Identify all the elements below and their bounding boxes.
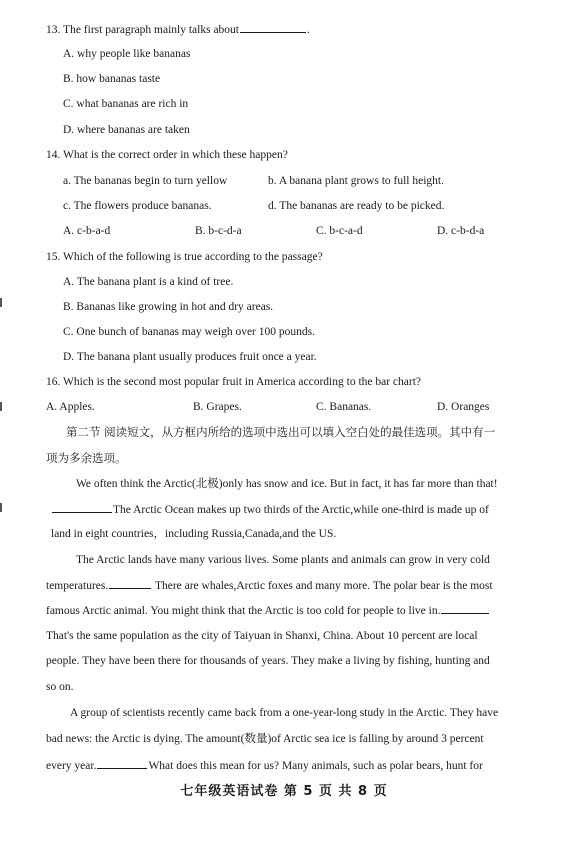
question-15-stem: 15. Which of the following is true according to the passage? (46, 251, 323, 263)
question-14-options (0, 224, 568, 238)
answer-blank (97, 758, 147, 769)
section-2-instructions-line-2: 项为多余选项。 (46, 451, 127, 465)
passage-line: A group of scientists recently came back from a one-year-long study in the Arctic. They have (70, 707, 499, 719)
question-15-option-a: A. The banana plant is a kind of tree. (63, 276, 234, 288)
passage-line: temperatures. There are whales,Arctic foxes and many more. The polar bear is the most (46, 580, 493, 592)
question-16-option-b: B. Grapes. (193, 401, 242, 413)
question-14-option-a: A. c-b-a-d (63, 225, 111, 237)
question-13-option-b: B. how bananas taste (63, 73, 161, 85)
question-14-option-c: C. b-c-a-d (316, 225, 363, 237)
answer-blank (240, 22, 306, 33)
question-14-event-b: b. A banana plant grows to full height. (268, 175, 444, 187)
passage-line: every year. What does this mean for us? Many animals, such as polar bears, hunt for (46, 760, 483, 772)
passage-line: The Arctic Ocean makes up two thirds of the Arctic,while one-third is made up of (51, 502, 489, 517)
question-13-option-d: D. where bananas are taken (63, 124, 190, 136)
question-13-option-c: C. what bananas are rich in (63, 98, 189, 110)
answer-blank (441, 603, 489, 614)
passage-line: people. They have been there for thousands of years. They make a living by fishing, hunting and (46, 655, 490, 667)
question-16-option-d: D. Oranges (437, 401, 490, 413)
margin-mark (0, 298, 2, 307)
passage-line: so on. (46, 681, 74, 693)
question-16-option-c: C. Bananas. (316, 401, 372, 413)
passage-line: The Arctic lands have many various lives. Some plants and animals can grow in very cold (76, 554, 490, 566)
question-14-event-d: d. The bananas are ready to be picked. (268, 200, 445, 212)
question-16-options (0, 400, 568, 414)
page-footer: 七年级英语试卷 第 5 页 共 8 页 (180, 784, 388, 799)
question-15-option-d: D. The banana plant usually produces fruit once a year. (63, 351, 317, 363)
section-2-instructions-line-1: 第二节 阅读短文，从方框内所给的选项中选出可以填入空白处的最佳选项。其中有一 (66, 425, 496, 439)
question-14-event-c: c. The flowers produce bananas. (63, 200, 212, 212)
question-14-stem: 14. What is the correct order in which these happen? (46, 149, 288, 161)
question-16-stem: 16. Which is the second most popular fruit in America according to the bar chart? (46, 376, 422, 388)
question-14-event-a: a. The bananas begin to turn yellow (63, 175, 228, 187)
question-14-option-d: D. c-b-d-a (437, 225, 485, 237)
question-13-stem: 13. The first paragraph mainly talks about . (46, 24, 310, 36)
question-15-option-b: B. Bananas like growing in hot and dry areas. (63, 301, 274, 313)
passage-line: That's the same population as the city of Taiyuan in Shanxi, China. About 10 percent are local (46, 630, 478, 642)
question-14-option-b: B. b-c-d-a (195, 225, 242, 237)
question-13-option-a: A. why people like bananas (63, 48, 191, 60)
passage-line: bad news: the Arctic is dying. The amount(数量)of Arctic sea ice is falling by around 3 percent (46, 733, 484, 745)
passage-line: land in eight countries，including Russia,Canada,and the US. (51, 528, 337, 540)
answer-blank (109, 578, 151, 589)
passage-line: We often think the Arctic(北极)only has snow and ice. But in fact, it has far more than that! (76, 478, 498, 490)
question-16-option-a: A. Apples. (46, 401, 95, 413)
answer-blank (52, 502, 112, 513)
question-15-option-c: C. One bunch of bananas may weigh over 100 pounds. (63, 326, 315, 338)
margin-mark (0, 503, 2, 512)
passage-line: famous Arctic animal. You might think that the Arctic is too cold for people to live in. (46, 603, 490, 618)
